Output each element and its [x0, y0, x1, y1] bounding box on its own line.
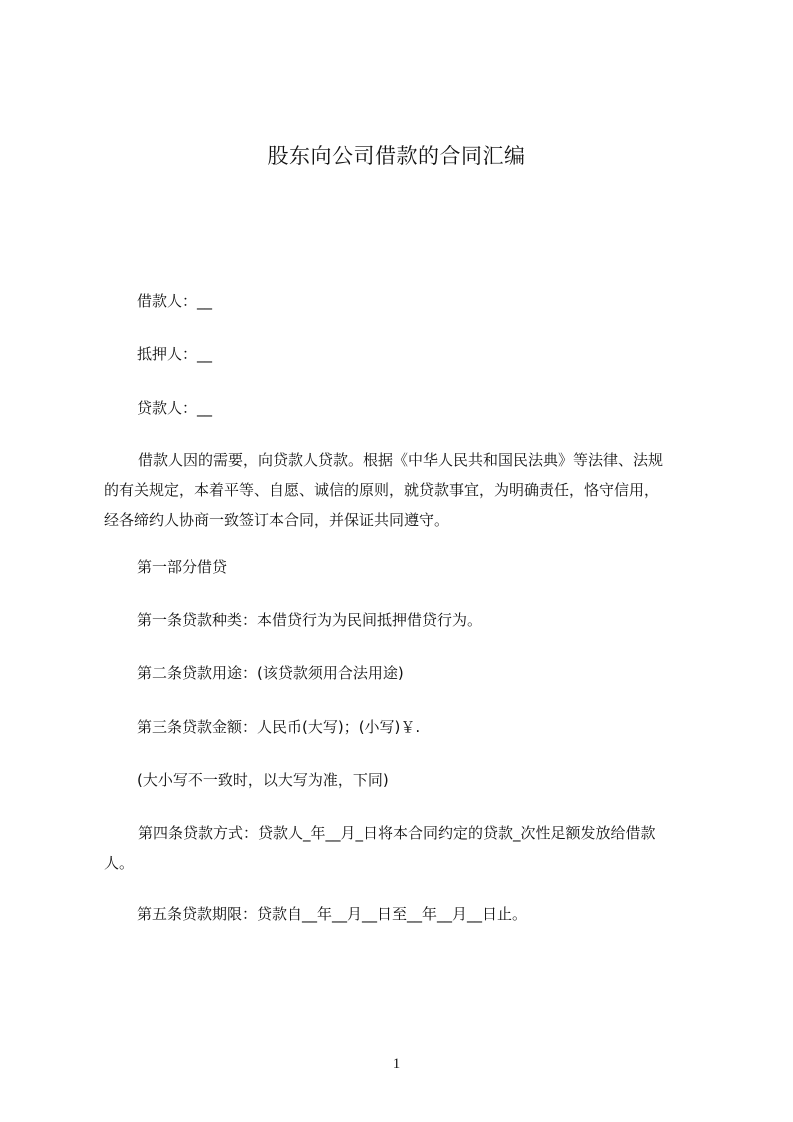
amount-note: (大小写不一致时，以大写为准，下同): [137, 771, 389, 789]
preamble-line-1: 借款人因的需要，向贷款人贷款。根据《中华人民共和国民法典》等法律、法规: [138, 451, 664, 469]
preamble-paragraph: [104, 445, 704, 535]
preamble-line-3: 经各缔约人协商一致签订本合同，并保证共同遵守。: [104, 511, 450, 529]
lender-line: 贷款人：__: [137, 399, 213, 417]
mortgagor-line: 抵押人：__: [137, 345, 213, 363]
page-number: 1: [392, 1056, 401, 1072]
disbursement-line-1: 第四条贷款方式：贷款人_年__月_日将本合同约定的贷款_次性足额发放给借款: [138, 824, 656, 842]
clause-loan-term: 第五条贷款期限：贷款自__年__月__日至__年__月__日止。: [137, 905, 528, 923]
disbursement-line-2: 人。: [104, 854, 135, 872]
document-title: 股东向公司借款的合同汇编: [267, 144, 526, 168]
preamble-line-2: 的有关规定，本着平等、自愿、诚信的原则，就贷款事宜，为明确责任，恪守信用，: [104, 481, 660, 499]
clause-disbursement: [104, 818, 704, 878]
clause-loan-type: 第一条贷款种类：本借贷行为为民间抵押借贷行为。: [137, 611, 483, 629]
part-one-heading: 第一部分借贷: [137, 558, 228, 576]
clause-loan-amount: 第三条贷款金额：人民币(大写)；(小写)￥.: [137, 718, 421, 736]
clause-loan-purpose: 第二条贷款用途：(该贷款须用合法用途): [137, 664, 404, 682]
borrower-line: 借款人：__: [137, 292, 213, 310]
